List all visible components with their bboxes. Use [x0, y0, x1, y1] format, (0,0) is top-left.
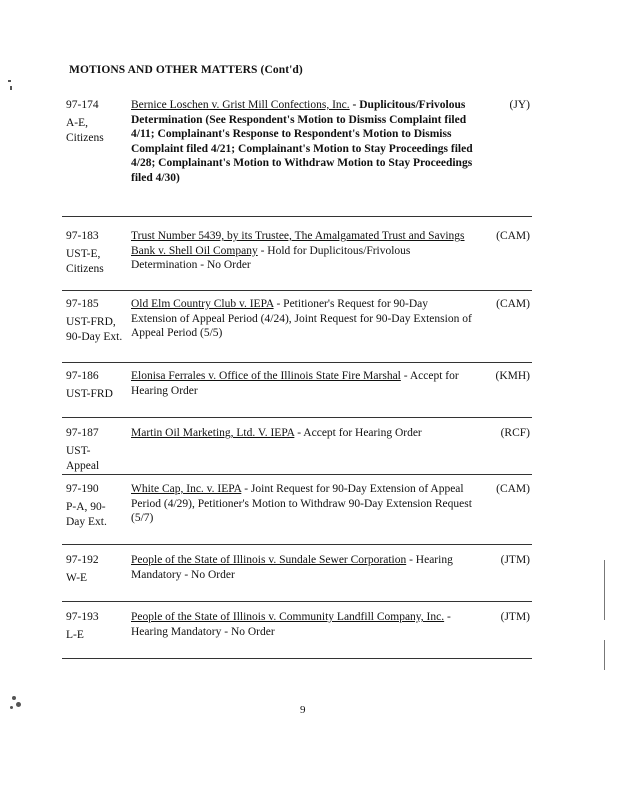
case-description	[131, 426, 476, 441]
divider	[62, 290, 532, 291]
divider	[62, 362, 532, 363]
case-code: UST-FRD, 90-Day Ext.	[66, 316, 123, 343]
divider	[62, 474, 532, 475]
case-code: L-E	[66, 629, 84, 641]
case-action: - Hearing Mandatory - No Order	[131, 554, 453, 581]
member-initials: (CAM)	[496, 298, 530, 310]
divider	[62, 417, 532, 418]
case-action: - Accept for Hearing Order	[131, 370, 459, 397]
docket-number: 97-190	[66, 483, 99, 495]
case-description	[131, 98, 476, 186]
scan-edge-mark	[604, 640, 605, 670]
case-action: - Hearing Mandatory - No Order	[131, 611, 451, 638]
case-action: - Hold for Duplicitous/Frivolous Determination - No Order	[131, 244, 411, 272]
case-caption: People of the State of Illinois v. Community Landfill Company, Inc.	[131, 611, 445, 623]
case-description	[131, 297, 476, 341]
member-initials: (KMH)	[495, 370, 530, 382]
scan-speck	[12, 696, 16, 700]
case-description	[131, 482, 476, 526]
case-action: - Petitioner's Request for 90-Day Extension of Appeal Period (4/24), Joint Request for 90-Day Extension of Appeal Period (5/5)	[131, 298, 472, 340]
scan-speck	[16, 702, 21, 707]
scan-edge-mark	[604, 560, 605, 620]
docket-number: 97-174	[66, 99, 99, 111]
case-code: UST-FRD	[66, 388, 113, 400]
divider	[62, 658, 532, 659]
section-heading: MOTIONS AND OTHER MATTERS (Cont'd)	[69, 64, 303, 76]
scan-speck	[8, 80, 11, 82]
divider	[62, 216, 532, 217]
case-caption: Trust Number 5439, by its Trustee, The Amalgamated Trust and Savings Bank v. Shell Oil Company	[131, 230, 465, 257]
case-action: - Duplicitous/Frivolous Determination (See Respondent's Motion to Dismiss Complaint filed 4/11; Complainant's Response to Respondent's Motion to Dismiss Complaint filed 4/21; Complainant's Motion to Stay Proceedings filed 4/28; Complainant's Motion to Withdraw Motion to Stay Proceedings filed 4/30)	[131, 99, 473, 184]
case-description	[131, 610, 476, 639]
case-code: UST-E, Citizens	[66, 248, 104, 275]
case-code: UST-Appeal	[66, 445, 100, 472]
divider	[62, 544, 532, 545]
case-caption: Martin Oil Marketing, Ltd. V. IEPA	[131, 427, 295, 439]
case-code: W-E	[66, 572, 88, 584]
case-description	[131, 229, 476, 273]
member-initials: (JTM)	[500, 554, 530, 566]
case-action: - Joint Request for 90-Day Extension of Appeal Period (4/29), Petitioner's Motion to Withdraw 90-Day Extension Request (5/7)	[131, 483, 472, 525]
case-caption: White Cap, Inc. v. IEPA	[131, 483, 242, 495]
member-initials: (RCF)	[500, 427, 530, 439]
divider	[62, 601, 532, 602]
scan-speck	[10, 706, 13, 709]
docket-number: 97-185	[66, 298, 99, 310]
case-caption: Old Elm Country Club v. IEPA	[131, 298, 274, 310]
case-description	[131, 553, 476, 582]
docket-number: 97-186	[66, 370, 99, 382]
case-caption: Elonisa Ferrales v. Office of the Illinois State Fire Marshal	[131, 370, 401, 382]
member-initials: (JTM)	[500, 611, 530, 623]
docket-number: 97-183	[66, 230, 99, 242]
docket-number: 97-187	[66, 427, 99, 439]
case-caption: People of the State of Illinois v. Sundale Sewer Corporation	[131, 554, 407, 566]
case-action: - Accept for Hearing Order	[294, 427, 422, 439]
case-description	[131, 369, 476, 398]
case-caption: Bernice Loschen v. Grist Mill Confections, Inc.	[131, 99, 350, 111]
page-number: 9	[300, 704, 306, 716]
member-initials: (CAM)	[496, 230, 530, 242]
case-code: P-A, 90-Day Ext.	[66, 501, 107, 528]
scan-speck	[10, 86, 12, 90]
case-code: A-E, Citizens	[66, 117, 104, 144]
docket-number: 97-193	[66, 611, 99, 623]
member-initials: (CAM)	[496, 483, 530, 495]
docket-number: 97-192	[66, 554, 99, 566]
member-initials: (JY)	[509, 99, 530, 111]
